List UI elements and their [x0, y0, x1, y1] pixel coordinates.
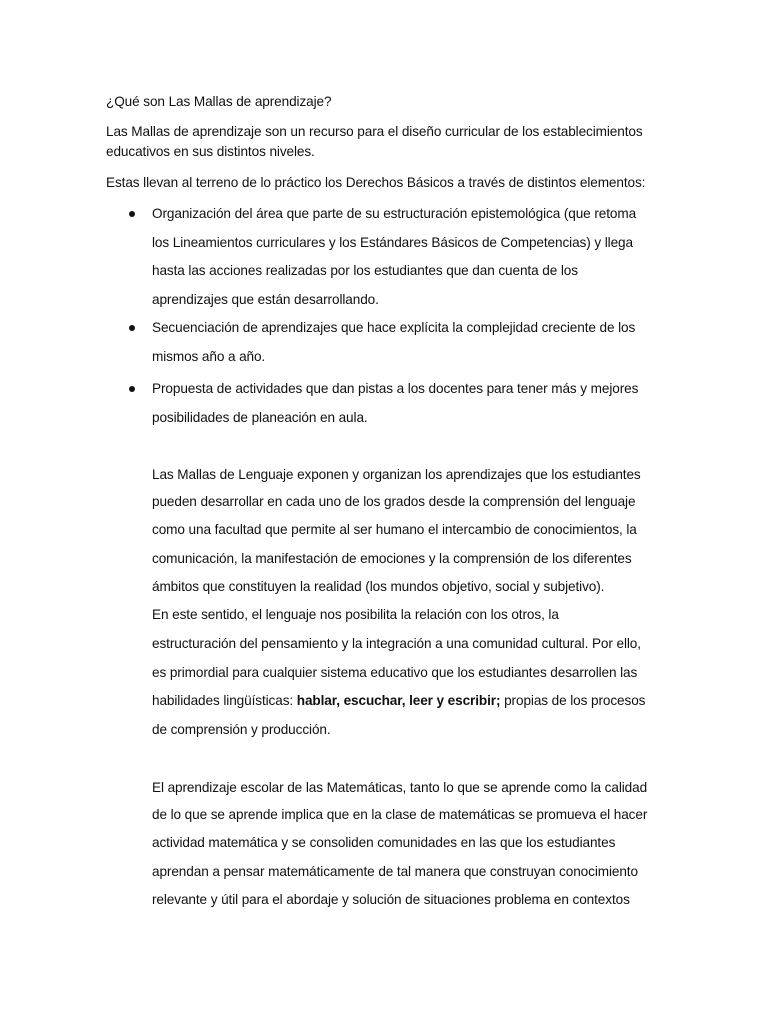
skills-line-after: propias de los procesos — [500, 693, 646, 708]
lenguaje-line-5: ámbitos que constituyen la realidad (los mundos objetivo, social y subjetivo). — [152, 579, 605, 594]
elements-intro: Estas llevan al terreno de lo práctico los Derechos Básicos a través de distintos elementos: — [106, 175, 646, 190]
lenguaje-line-6: En este sentido, el lenguaje nos posibilita la relación con los otros, la — [152, 607, 559, 622]
bullet-1-line-4: aprendizajes que están desarrollando. — [152, 292, 379, 307]
lenguaje-line-7: estructuración del pensamiento y la integración a una comunidad cultural. Por ello, — [152, 636, 641, 651]
skills-line — [152, 691, 645, 711]
matematicas-line-4: aprendan a pensar matemáticamente de tal manera que construyan conocimiento — [152, 864, 638, 879]
lenguaje-line-3: como una facultad que permite al ser humano el intercambio de conocimientos, la — [152, 522, 637, 537]
matematicas-line-3: actividad matemática y se consoliden comunidades en las que los estudiantes — [152, 835, 616, 850]
lenguaje-line-4: comunicación, la manifestación de emociones y la comprensión de los diferentes — [152, 551, 632, 566]
skills-line-before: habilidades lingüísticas: — [152, 693, 297, 708]
bullet-dot-1 — [129, 211, 135, 217]
intro-line-2: educativos en sus distintos niveles. — [106, 144, 315, 159]
lenguaje-line-1: Las Mallas de Lenguaje exponen y organizan los aprendizajes que los estudiantes — [152, 467, 641, 482]
bullet-3-line-1: Propuesta de actividades que dan pistas a los docentes para tener más y mejores — [152, 381, 639, 396]
lenguaje-line-8: es primordial para cualquier sistema educativo que los estudiantes desarrollen las — [152, 665, 638, 680]
bullet-1-line-3: hasta las acciones realizadas por los estudiantes que dan cuenta de los — [152, 263, 578, 278]
skills-line-bold: hablar, escuchar, leer y escribir; — [296, 693, 501, 708]
bullet-dot-2 — [129, 325, 135, 331]
bullet-1-line-1: Organización del área que parte de su estructuración epistemológica (que retoma — [152, 206, 637, 221]
matematicas-line-1: El aprendizaje escolar de las Matemáticas, tanto lo que se aprende como la calidad — [152, 780, 648, 795]
matematicas-line-5: relevante y útil para el abordaje y solución de situaciones problema en contextos — [152, 892, 630, 907]
bullet-3-line-2: posibilidades de planeación en aula. — [152, 410, 368, 425]
page-heading: ¿Qué son Las Mallas de aprendizaje? — [106, 94, 332, 109]
lenguaje-last-line: de comprensión y producción. — [152, 722, 331, 737]
lenguaje-line-2: pueden desarrollar en cada uno de los grados desde la comprensión del lenguaje — [152, 494, 636, 509]
bullet-2-line-2: mismos año a año. — [152, 349, 266, 364]
bullet-2-line-1: Secuenciación de aprendizajes que hace explícita la complejidad creciente de los — [152, 320, 636, 335]
bullet-dot-3 — [129, 386, 135, 392]
matematicas-line-2: de lo que se aprende implica que en la clase de matemáticas se promueva el hacer — [152, 807, 648, 822]
intro-line-1: Las Mallas de aprendizaje son un recurso para el diseño curricular de los establecimientos — [106, 124, 643, 139]
bullet-1-line-2: los Lineamientos curriculares y los Estándares Básicos de Competencias) y llega — [152, 235, 633, 250]
